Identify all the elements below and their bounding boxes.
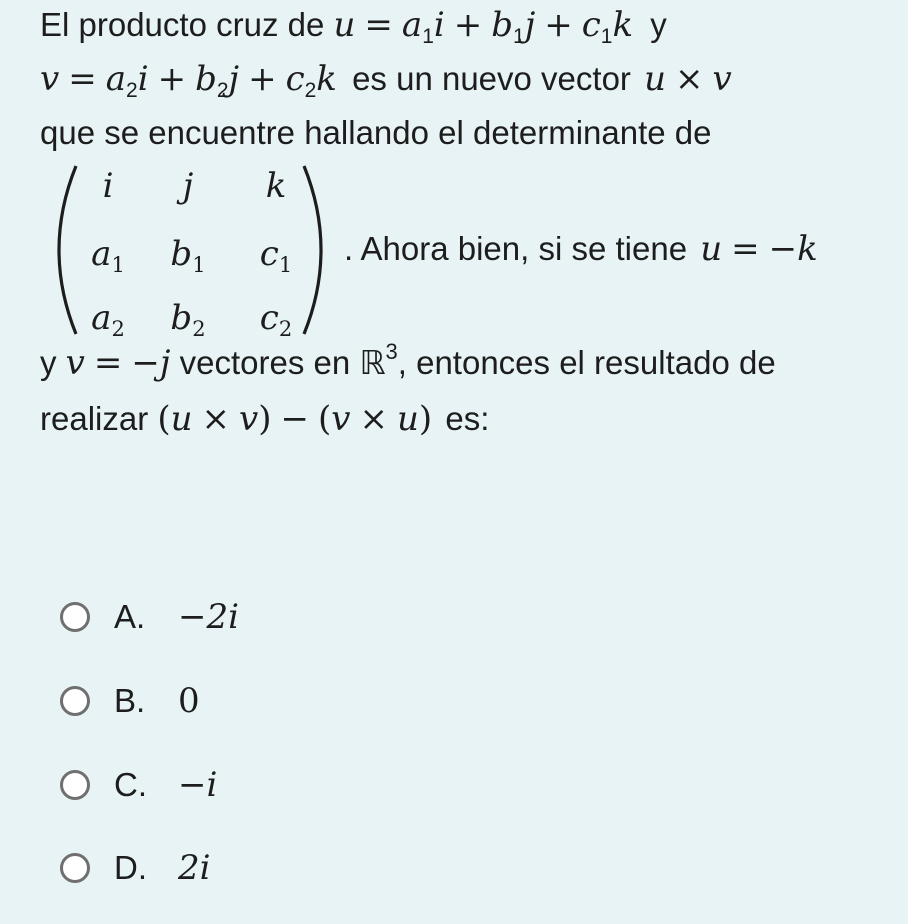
option-d[interactable] xyxy=(60,838,460,898)
option-a[interactable] xyxy=(60,587,460,647)
math-v: v xyxy=(239,399,259,439)
math-plus: + xyxy=(453,5,483,45)
math-u: u xyxy=(170,399,193,439)
question-line-4 xyxy=(344,226,818,272)
option-letter: C. xyxy=(114,766,147,803)
math-a: a xyxy=(105,59,126,99)
math-sub: 1 xyxy=(422,25,434,48)
math-j: j xyxy=(524,5,536,45)
math-plus: + xyxy=(544,5,573,45)
math-u: u xyxy=(644,59,666,99)
matrix-cell-b2: $b_2$ xyxy=(170,298,206,341)
radio-button-icon[interactable] xyxy=(60,853,90,883)
math-eq: = xyxy=(68,59,97,99)
math-rparen: ) xyxy=(258,399,272,439)
math-k: k xyxy=(316,59,337,99)
math-sup: 3 xyxy=(385,339,398,364)
question-line-6 xyxy=(40,396,489,442)
text-segment: El producto cruz de xyxy=(40,6,325,43)
math-lparen: ( xyxy=(318,399,332,439)
option-text: 2i xyxy=(178,848,211,888)
math-i: i xyxy=(137,59,149,99)
question-line-5 xyxy=(40,340,776,386)
math-b: b xyxy=(491,5,514,45)
matrix-cell-c2: $c_2$ xyxy=(259,298,293,341)
math-j: j xyxy=(228,59,240,99)
text-segment: vectores en xyxy=(179,344,351,381)
math-sub: 2 xyxy=(304,79,317,102)
math-plus: + xyxy=(157,59,187,99)
radio-button-icon[interactable] xyxy=(60,602,90,632)
text-segment: que se encuentre hallando el determinante de xyxy=(40,114,712,151)
text-segment: es: xyxy=(445,400,490,437)
math-minus: − xyxy=(280,399,310,439)
math-sub: 2 xyxy=(126,79,138,102)
math-minus: − xyxy=(131,343,160,383)
text-segment: realizar xyxy=(40,400,149,437)
option-c[interactable] xyxy=(60,755,460,815)
math-u: u xyxy=(333,5,356,45)
math-lparen: ( xyxy=(157,399,171,439)
math-b: b xyxy=(195,59,217,99)
option-b[interactable] xyxy=(60,671,460,731)
math-times: × xyxy=(201,399,231,439)
matrix-cell-b1: $b_1$ xyxy=(170,234,206,277)
math-eq: = xyxy=(364,5,393,45)
math-eq: = xyxy=(731,229,760,269)
math-c: c xyxy=(581,5,601,45)
matrix-cell-j: j xyxy=(182,166,194,206)
determinant-matrix xyxy=(40,162,340,341)
math-a: a xyxy=(401,5,423,45)
text-segment: y xyxy=(650,6,667,43)
question-line-2 xyxy=(40,56,732,102)
math-sub: 1 xyxy=(513,25,525,48)
math-u: u xyxy=(397,399,419,439)
math-minus: − xyxy=(768,229,798,269)
math-rparen: ) xyxy=(418,399,433,439)
matrix-cell-i: i xyxy=(102,166,114,206)
math-u: u xyxy=(700,229,723,269)
option-text: −i xyxy=(178,765,218,805)
question-line-1 xyxy=(40,2,667,48)
math-eq: = xyxy=(93,343,123,383)
math-times: × xyxy=(359,399,389,439)
option-text: −2i xyxy=(178,597,239,637)
math-sub: 1 xyxy=(600,25,613,48)
text-segment: , entonces el resultado de xyxy=(397,344,776,381)
option-letter: B. xyxy=(114,682,146,719)
option-letter: A. xyxy=(114,598,146,635)
matrix-cell-c1: $c_1$ xyxy=(259,234,293,277)
text-segment: y xyxy=(40,344,57,381)
matrix-cell-k: k xyxy=(265,166,287,206)
option-letter: D. xyxy=(114,849,147,886)
text-segment: es un nuevo vector xyxy=(352,60,631,97)
math-i: i xyxy=(433,5,445,45)
math-plus: + xyxy=(248,59,277,99)
math-j: j xyxy=(159,343,171,383)
math-times: × xyxy=(675,59,704,99)
math-k: k xyxy=(612,5,634,45)
math-v: v xyxy=(712,59,732,99)
math-v: v xyxy=(331,399,351,439)
math-sub: 2 xyxy=(216,79,229,102)
math-k: k xyxy=(797,229,818,269)
radio-button-icon[interactable] xyxy=(60,686,90,716)
question-line-3 xyxy=(40,110,712,156)
option-text: 0 xyxy=(178,681,200,721)
text-segment: . Ahora bien, si se tiene xyxy=(344,230,688,267)
math-v: v xyxy=(40,59,60,99)
math-c: c xyxy=(285,59,305,99)
radio-button-icon[interactable] xyxy=(60,770,90,800)
math-reals: ℝ xyxy=(359,343,386,382)
matrix-cell-a1: $a_1$ xyxy=(91,234,125,277)
matrix-cell-a2: $a_2$ xyxy=(91,298,125,341)
math-v: v xyxy=(65,343,85,383)
